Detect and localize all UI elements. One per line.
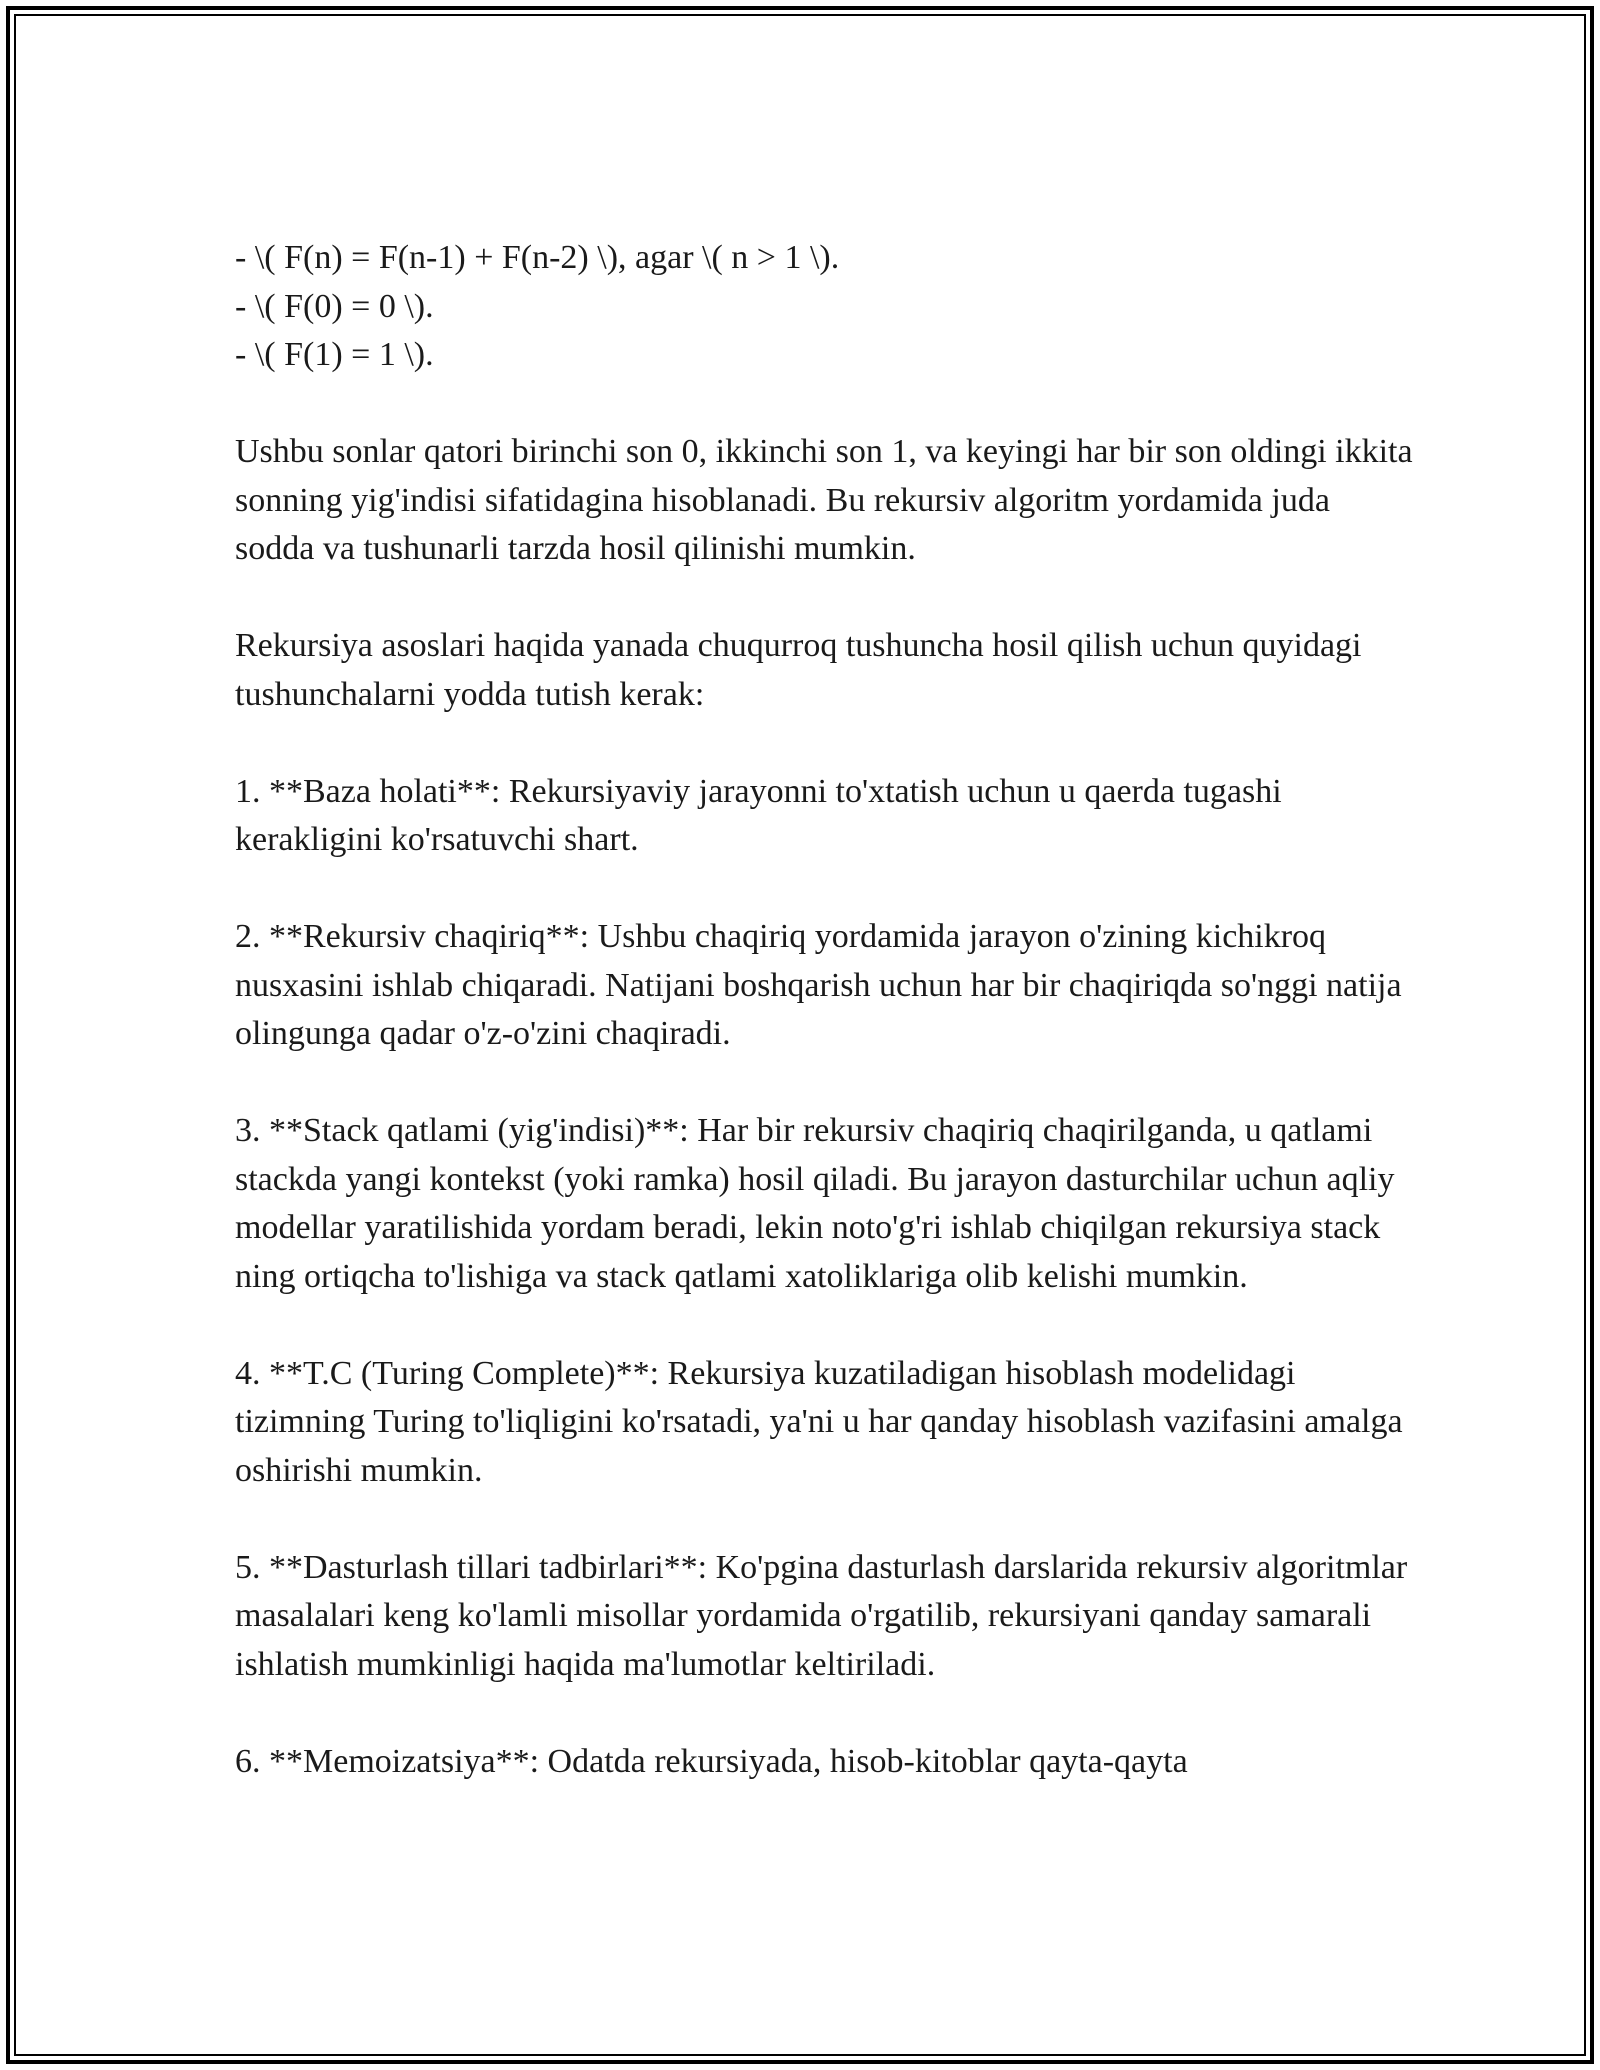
list-item-base-case: 1. **Baza holati**: Rekursiyaviy jarayonni to'xtatish uchun u qaerda tugashi kerakligini ko'rsatuvchi shart. bbox=[235, 772, 1291, 858]
intro-paragraph: Ushbu sonlar qatori birinchi son 0, ikkinchi son 1, va keyingi har bir son oldingi ikkita sonning yig'indisi sifatidagina hisoblanadi. Bu rekursiv algoritm yordamida juda sodda va tushunarli tarzda hosil qilinishi mumkin. bbox=[235, 433, 1422, 567]
document-body bbox=[235, 234, 1422, 1835]
list-item-programming-languages: 5. **Dasturlash tillari tadbirlari**: Ko'pgina dasturlash darslarida rekursiv algoritmlar masalalari keng ko'lamli misollar yordamida o'rgatilib, rekursiyani qanday samarali ishlatish mumkinligi haqida ma'lumotlar keltiriladi. bbox=[235, 1548, 1416, 1683]
formula-line: - \( F(0) = 0 \). bbox=[235, 287, 434, 325]
lead-paragraph: Rekursiya asoslari haqida yanada chuqurroq tushuncha hosil qilish uchun quyidagi tushunchalarni yodda tutish kerak: bbox=[235, 627, 1370, 713]
list-item-stack-frame: 3. **Stack qatlami (yig'indisi)**: Har bir rekursiv chaqiriq chaqirilganda, u qatlami stackda yangi kontekst (yoki ramka) hosil qiladi. Bu jarayon dasturchilar uchun aqliy modellar yaratilishida yordam beradi, lekin noto'g'ri ishlab chiqilgan rekursiya stack ning ortiqcha to'lishiga va stack qatlami xatoliklariga olib kelishi mumkin. bbox=[235, 1112, 1403, 1295]
formula-line: - \( F(n) = F(n-1) + F(n-2) \), agar \( n > 1 \). bbox=[235, 239, 840, 276]
formula-line: - \( F(1) = 1 \). bbox=[235, 336, 434, 373]
list-item-recursive-call: 2. **Rekursiv chaqiriq**: Ushbu chaqiriq yordamida jarayon o'zining kichikroq nusxasini ishlab chiqaradi. Natijani boshqarish uchun har bir chaqiriqda so'nggi natija olingunga qadar o'z-o'zini chaqiradi. bbox=[235, 918, 1411, 1052]
list-item-turing-complete: 4. **T.C (Turing Complete)**: Rekursiya kuzatiladigan hisoblash modelidagi tizimning Turing to'liqligini ko'rsatadi, ya'ni u har qanday hisoblash vazifasini amalga oshirishi mumkin. bbox=[235, 1354, 1412, 1489]
formula-block bbox=[235, 234, 1415, 380]
list-item-memoization: 6. **Memoizatsiya**: Odatda rekursiyada, hisob-kitoblar qayta-qayta bbox=[235, 1742, 1188, 1780]
